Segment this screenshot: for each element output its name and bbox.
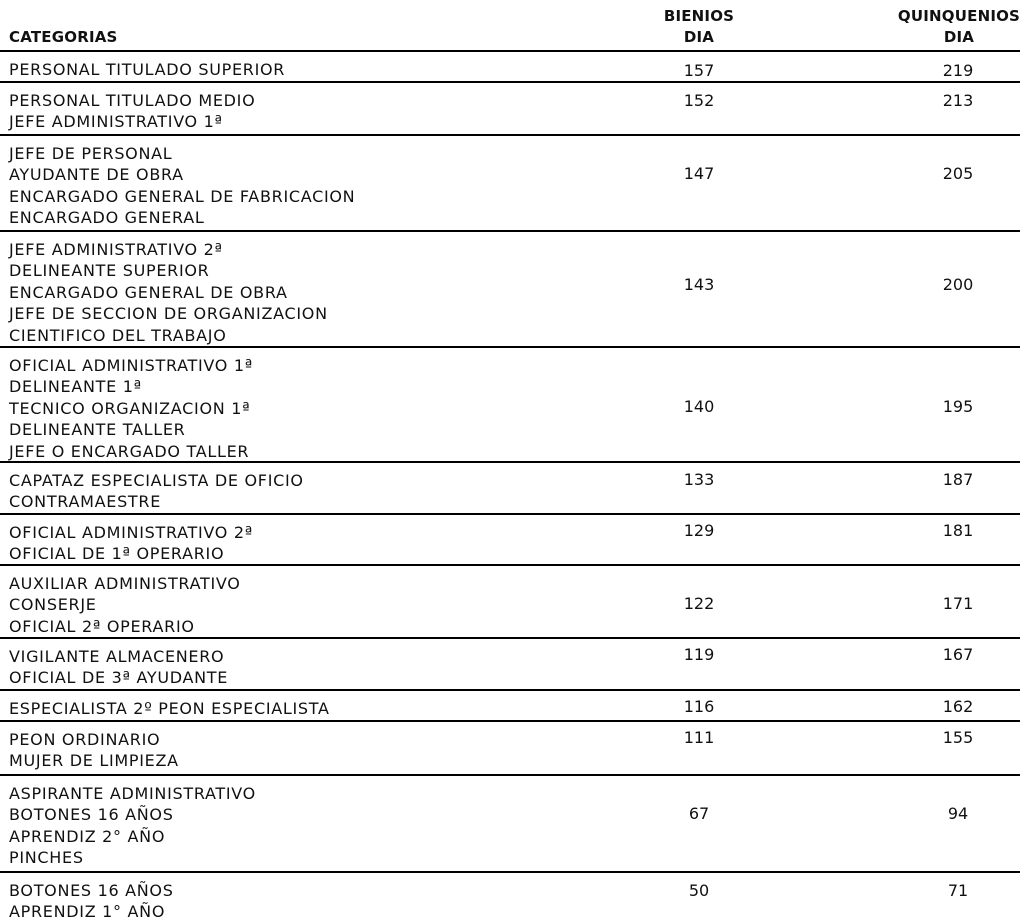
table-row [0, 639, 1020, 691]
category-name: AYUDANTE DE OBRA [9, 165, 184, 185]
category-name: ASPIRANTE ADMINISTRATIVO [9, 784, 256, 803]
category-name: JEFE DE SECCION DE ORGANIZACION [9, 304, 328, 324]
bienios-value: 129 [683, 521, 715, 540]
category-name: AUXILIAR ADMINISTRATIVO [9, 574, 241, 593]
category-name: JEFE O ENCARGADO TALLER [9, 441, 250, 461]
table-row [0, 691, 1020, 722]
category-name: JEFE ADMINISTRATIVO 1ª [9, 112, 223, 132]
category-list [9, 573, 241, 637]
category-name: APRENDIZ 2° AÑO [9, 826, 166, 846]
category-list [9, 729, 179, 772]
category-name: OFICIAL DE 1ª OPERARIO [9, 544, 225, 564]
category-name: DELINEANTE SUPERIOR [9, 261, 210, 281]
bienios-value: 157 [683, 61, 715, 80]
bienios-value: 140 [683, 397, 715, 416]
quinquenios-value: 181 [942, 521, 974, 540]
bienios-value: 119 [683, 645, 715, 664]
category-name: JEFE DE PERSONAL [9, 144, 173, 163]
category-name: OFICIAL ADMINISTRATIVO 1ª [9, 356, 253, 375]
category-name: ENCARGADO GENERAL DE FABRICACION [9, 186, 356, 206]
category-name: APRENDIZ 1° AÑO [9, 902, 166, 922]
category-list [9, 239, 328, 346]
bienios-value: 147 [683, 164, 715, 183]
quinquenios-value: 205 [942, 164, 974, 183]
category-list [9, 783, 256, 869]
quinquenios-value: 195 [942, 397, 974, 416]
category-name: CONSERJE [9, 595, 97, 615]
category-name: ENCARGADO GENERAL [9, 208, 205, 228]
header-bienios-line2: DIA [683, 28, 715, 46]
bienios-value: 122 [683, 594, 715, 613]
category-list [9, 522, 253, 565]
quinquenios-value: 213 [942, 91, 974, 110]
category-list [9, 355, 253, 462]
category-name: DELINEANTE TALLER [9, 420, 186, 440]
category-name: PINCHES [9, 848, 84, 868]
category-name: CAPATAZ ESPECIALISTA DE OFICIO [9, 471, 304, 490]
bienios-value: 133 [683, 470, 715, 489]
bienios-value: 111 [683, 728, 715, 747]
header-quinquenios-line1: QUINQUENIOS [897, 7, 1021, 25]
category-name: OFICIAL DE 3ª AYUDANTE [9, 668, 229, 688]
quinquenios-value: 71 [947, 881, 969, 900]
header-bienios [619, 6, 779, 48]
category-list [9, 470, 304, 513]
category-list [9, 698, 330, 719]
bienios-value: 152 [683, 91, 715, 110]
header-quinquenios-line2: DIA [943, 28, 975, 46]
quinquenios-value: 187 [942, 470, 974, 489]
bienios-value: 67 [688, 804, 710, 823]
table-row [0, 348, 1020, 463]
category-list [9, 646, 228, 689]
category-name: BOTONES 16 AÑOS [9, 805, 174, 825]
bienios-value: 50 [688, 881, 710, 900]
header-categorias: CATEGORIAS [9, 28, 118, 46]
table-row [0, 873, 1020, 923]
table-row [0, 83, 1020, 136]
table-body [0, 52, 1020, 923]
category-name: PERSONAL TITULADO SUPERIOR [9, 60, 286, 79]
quinquenios-value: 162 [942, 697, 974, 716]
quinquenios-value: 94 [947, 804, 969, 823]
table-row [0, 515, 1020, 566]
quinquenios-value: 219 [942, 61, 974, 80]
category-name: PERSONAL TITULADO MEDIO [9, 91, 256, 110]
category-name: CONTRAMAESTRE [9, 492, 162, 512]
category-name: OFICIAL ADMINISTRATIVO 2ª [9, 523, 253, 542]
table-row [0, 463, 1020, 515]
table-row [0, 52, 1020, 83]
category-name: VIGILANTE ALMACENERO [9, 647, 225, 666]
category-list [9, 59, 285, 80]
table-row [0, 776, 1020, 873]
header-bienios-line1: BIENIOS [663, 7, 735, 25]
bienios-value: 116 [683, 697, 715, 716]
category-name: ENCARGADO GENERAL DE OBRA [9, 282, 288, 302]
category-name: MUJER DE LIMPIEZA [9, 751, 179, 771]
table-row [0, 232, 1020, 348]
category-name: ESPECIALISTA 2º PEON ESPECIALISTA [9, 699, 330, 718]
category-name: TECNICO ORGANIZACION 1ª [9, 398, 251, 418]
category-list [9, 880, 174, 923]
category-name: PEON ORDINARIO [9, 730, 161, 749]
table-row [0, 136, 1020, 232]
quinquenios-value: 171 [942, 594, 974, 613]
category-name: DELINEANTE 1ª [9, 377, 142, 397]
category-list [9, 90, 255, 133]
bienios-value: 143 [683, 275, 715, 294]
category-name: CIENTIFICO DEL TRABAJO [9, 325, 227, 345]
category-list [9, 143, 355, 229]
category-name: OFICIAL 2ª OPERARIO [9, 616, 195, 636]
table-row [0, 722, 1020, 776]
category-name: JEFE ADMINISTRATIVO 2ª [9, 240, 223, 259]
table-header [0, 0, 1020, 52]
quinquenios-value: 167 [942, 645, 974, 664]
category-name: BOTONES 16 AÑOS [9, 881, 174, 900]
quinquenios-value: 200 [942, 275, 974, 294]
table-row [0, 566, 1020, 639]
header-quinquenios [871, 6, 1025, 48]
quinquenios-value: 155 [942, 728, 974, 747]
